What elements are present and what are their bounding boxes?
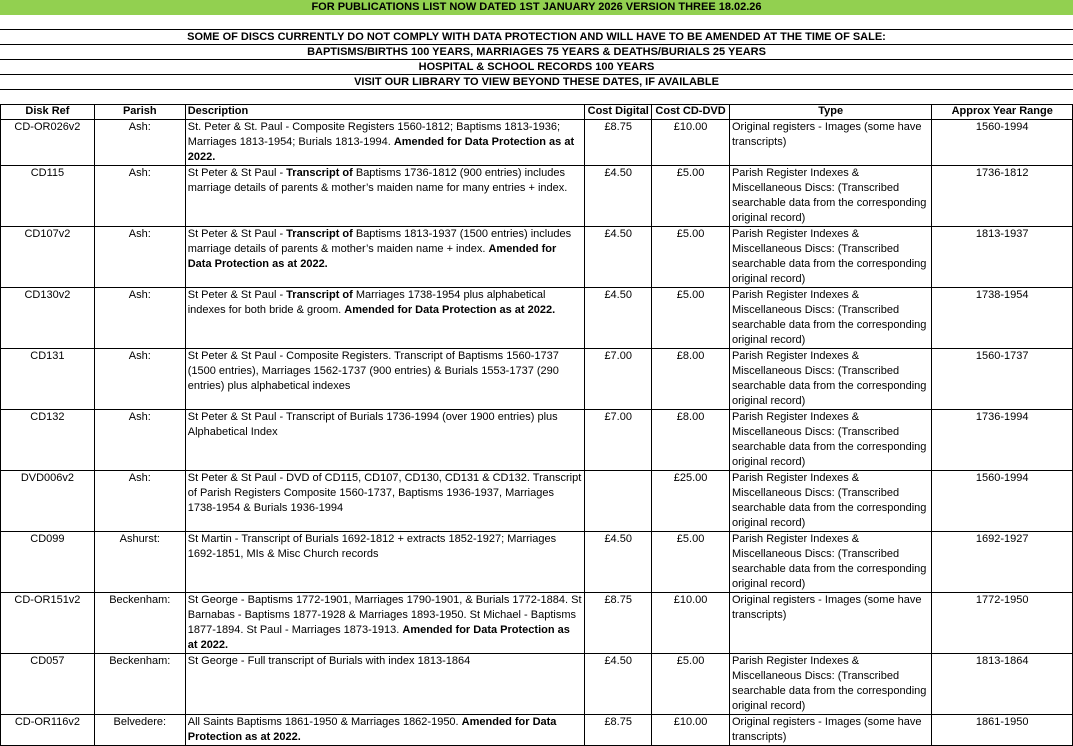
description-bold: Amended for Data Protection as at 2022. [187, 243, 557, 270]
cost-digital-cell: £8.75 [585, 593, 652, 654]
notice-line: BAPTISMS/BIRTHS 100 YEARS, MARRIAGES 75 YEARS & DEATHS/BURIALS 25 YEARS [0, 45, 1073, 60]
parish-cell: Ash: [94, 120, 185, 166]
col-type: Type [729, 105, 931, 120]
disk-ref-cell: CD-OR116v2 [1, 715, 95, 746]
table-row [1, 120, 1073, 166]
description-text: St Peter & St Paul - [187, 289, 287, 301]
type-cell: Parish Register Indexes & Miscellaneous Discs: (Transcribed searchable data from the corresponding original record) [729, 532, 931, 593]
col-year-range: Approx Year Range [932, 105, 1073, 120]
year-range-cell: 1813-1864 [932, 654, 1073, 715]
table-row [1, 410, 1073, 471]
cost-digital-cell: £4.50 [585, 288, 652, 349]
cost-digital-cell: £4.50 [585, 227, 652, 288]
parish-cell: Ashurst: [94, 532, 185, 593]
description-cell [185, 410, 585, 471]
type-cell: Parish Register Indexes & Miscellaneous Discs: (Transcribed searchable data from the corresponding original record) [729, 227, 931, 288]
year-range-cell: 1736-1994 [932, 410, 1073, 471]
disk-ref-cell: DVD006v2 [1, 471, 95, 532]
description-cell [185, 532, 585, 593]
description-cell [185, 593, 585, 654]
year-range-cell: 1560-1994 [932, 471, 1073, 532]
col-description: Description [185, 105, 585, 120]
type-cell: Parish Register Indexes & Miscellaneous Discs: (Transcribed searchable data from the corresponding original record) [729, 410, 931, 471]
table-row [1, 532, 1073, 593]
year-range-cell: 1772-1950 [932, 593, 1073, 654]
description-tail: Baptisms 1813-1937 (1500 entries) includes marriage details of parents & mother’s maiden name + index. [187, 228, 572, 255]
description-cell [185, 715, 585, 746]
cost-cd-cell: £5.00 [652, 288, 730, 349]
type-cell: Parish Register Indexes & Miscellaneous Discs: (Transcribed searchable data from the corresponding original record) [729, 166, 931, 227]
type-cell: Parish Register Indexes & Miscellaneous Discs: (Transcribed searchable data from the corresponding original record) [729, 654, 931, 715]
disk-ref-cell: CD115 [1, 166, 95, 227]
type-cell: Parish Register Indexes & Miscellaneous Discs: (Transcribed searchable data from the corresponding original record) [729, 288, 931, 349]
description-text: St Peter & St Paul - DVD of CD115, CD107, CD130, CD131 & CD132. Transcript of Parish Registers Composite 1560-1737, Baptisms 1936-1937, Marriages 1738-1954 & Burials 1936-1994 [187, 472, 582, 514]
type-cell: Parish Register Indexes & Miscellaneous Discs: (Transcribed searchable data from the corresponding original record) [729, 349, 931, 410]
description-cell [185, 654, 585, 715]
type-cell: Original registers - Images (some have transcripts) [729, 715, 931, 746]
cost-cd-cell: £8.00 [652, 349, 730, 410]
description-bold: Transcript of [286, 289, 353, 301]
cost-cd-cell: £8.00 [652, 410, 730, 471]
col-cost-cd: Cost CD-DVD [652, 105, 730, 120]
disk-ref-cell: CD-OR026v2 [1, 120, 95, 166]
cost-digital-cell: £7.00 [585, 410, 652, 471]
table-row [1, 471, 1073, 532]
description-cell [185, 227, 585, 288]
description-bold: Amended for Data Protection as at 2022. [187, 716, 557, 743]
parish-cell: Ash: [94, 471, 185, 532]
description-cell [185, 349, 585, 410]
disk-ref-cell: CD132 [1, 410, 95, 471]
year-range-cell: 1692-1927 [932, 532, 1073, 593]
cost-cd-cell: £5.00 [652, 532, 730, 593]
table-row [1, 227, 1073, 288]
disk-ref-cell: CD131 [1, 349, 95, 410]
notice-line: SOME OF DISCS CURRENTLY DO NOT COMPLY WITH DATA PROTECTION AND WILL HAVE TO BE AMENDED AT THE TIME OF SALE: [0, 30, 1073, 45]
description-bold: Amended for Data Protection as at 2022. [344, 304, 556, 316]
cost-digital-cell: £8.75 [585, 715, 652, 746]
parish-cell: Ash: [94, 410, 185, 471]
cost-digital-cell: £7.00 [585, 349, 652, 410]
version-banner: FOR PUBLICATIONS LIST NOW DATED 1ST JANUARY 2026 VERSION THREE 18.02.26 [0, 0, 1073, 15]
cost-digital-cell: £4.50 [585, 532, 652, 593]
year-range-cell: 1736-1812 [932, 166, 1073, 227]
cost-cd-cell: £5.00 [652, 654, 730, 715]
description-text: St Martin - Transcript of Burials 1692-1812 + extracts 1852-1927; Marriages 1692-1851, MIs & Misc Church records [187, 533, 557, 560]
cost-cd-cell: £5.00 [652, 227, 730, 288]
year-range-cell: 1738-1954 [932, 288, 1073, 349]
disk-ref-cell: CD-OR151v2 [1, 593, 95, 654]
cost-digital-cell [585, 471, 652, 532]
col-parish: Parish [94, 105, 185, 120]
parish-cell: Ash: [94, 166, 185, 227]
parish-cell: Belvedere: [94, 715, 185, 746]
description-cell [185, 166, 585, 227]
col-cost-digital: Cost Digital [585, 105, 652, 120]
cost-cd-cell: £10.00 [652, 715, 730, 746]
publications-table [0, 104, 1073, 746]
disk-ref-cell: CD130v2 [1, 288, 95, 349]
description-text: St. Peter & St. Paul - Composite Registers 1560-1812; Baptisms 1813-1936; Marriages 1813-1954; Burials 1813-1994. [187, 121, 561, 148]
year-range-cell: 1861-1950 [932, 715, 1073, 746]
year-range-cell: 1813-1937 [932, 227, 1073, 288]
table-row [1, 166, 1073, 227]
table-row [1, 715, 1073, 746]
parish-cell: Ash: [94, 288, 185, 349]
year-range-cell: 1560-1737 [932, 349, 1073, 410]
cost-digital-cell: £8.75 [585, 120, 652, 166]
notice-line: VISIT OUR LIBRARY TO VIEW BEYOND THESE DATES, IF AVAILABLE [0, 75, 1073, 90]
year-range-cell: 1560-1994 [932, 120, 1073, 166]
parish-cell: Beckenham: [94, 593, 185, 654]
cost-cd-cell: £5.00 [652, 166, 730, 227]
description-bold: Amended for Data Protection as at 2022. [187, 624, 570, 651]
description-text: St George - Full transcript of Burials with index 1813-1864 [187, 655, 471, 667]
description-text: St Peter & St Paul - Transcript of Burials 1736-1994 (over 1900 entries) plus Alphabetical Index [187, 411, 558, 438]
description-text: St Peter & St Paul - Composite Registers. Transcript of Baptisms 1560-1737 (1500 entries), Marriages 1562-1737 (900 entries) & Burials 1553-1737 (290 entries) plus alphabetical indexes [187, 350, 559, 392]
description-bold: Amended for Data Protection as at 2022. [187, 136, 575, 163]
cost-digital-cell: £4.50 [585, 166, 652, 227]
table-row [1, 654, 1073, 715]
disk-ref-cell: CD057 [1, 654, 95, 715]
table-row [1, 593, 1073, 654]
description-bold: Transcript of [286, 228, 353, 240]
table-header-row [1, 105, 1073, 120]
type-cell: Original registers - Images (some have transcripts) [729, 120, 931, 166]
description-text: St George - Baptisms 1772-1901, Marriages 1790-1901, & Burials 1772-1884. St Barnabas - Baptisms 1877-1928 & Marriages 1893-1950. St Michael - Baptisms 1877-1894. St Paul - Marriages 1873-1913. [187, 594, 582, 636]
description-cell [185, 471, 585, 532]
table-row [1, 349, 1073, 410]
cost-cd-cell: £25.00 [652, 471, 730, 532]
cost-cd-cell: £10.00 [652, 120, 730, 166]
parish-cell: Ash: [94, 349, 185, 410]
type-cell: Original registers - Images (some have transcripts) [729, 593, 931, 654]
col-disk-ref: Disk Ref [1, 105, 95, 120]
description-text: All Saints Baptisms 1861-1950 & Marriages 1862-1950. [187, 716, 462, 728]
type-cell: Parish Register Indexes & Miscellaneous Discs: (Transcribed searchable data from the corresponding original record) [729, 471, 931, 532]
description-tail: Baptisms 1736-1812 (900 entries) includes marriage details of parents & mother’s maiden name for many entries + index. [187, 167, 568, 194]
description-bold: Transcript of [286, 167, 353, 179]
description-text: St Peter & St Paul - [187, 228, 287, 240]
table-row [1, 288, 1073, 349]
description-text: St Peter & St Paul - [187, 167, 287, 179]
cost-digital-cell: £4.50 [585, 654, 652, 715]
description-cell [185, 120, 585, 166]
parish-cell: Beckenham: [94, 654, 185, 715]
disk-ref-cell: CD099 [1, 532, 95, 593]
disk-ref-cell: CD107v2 [1, 227, 95, 288]
cost-cd-cell: £10.00 [652, 593, 730, 654]
description-tail: Marriages 1738-1954 plus alphabetical indexes for both bride & groom. [187, 289, 546, 316]
notice-line: HOSPITAL & SCHOOL RECORDS 100 YEARS [0, 60, 1073, 75]
description-cell [185, 288, 585, 349]
parish-cell: Ash: [94, 227, 185, 288]
